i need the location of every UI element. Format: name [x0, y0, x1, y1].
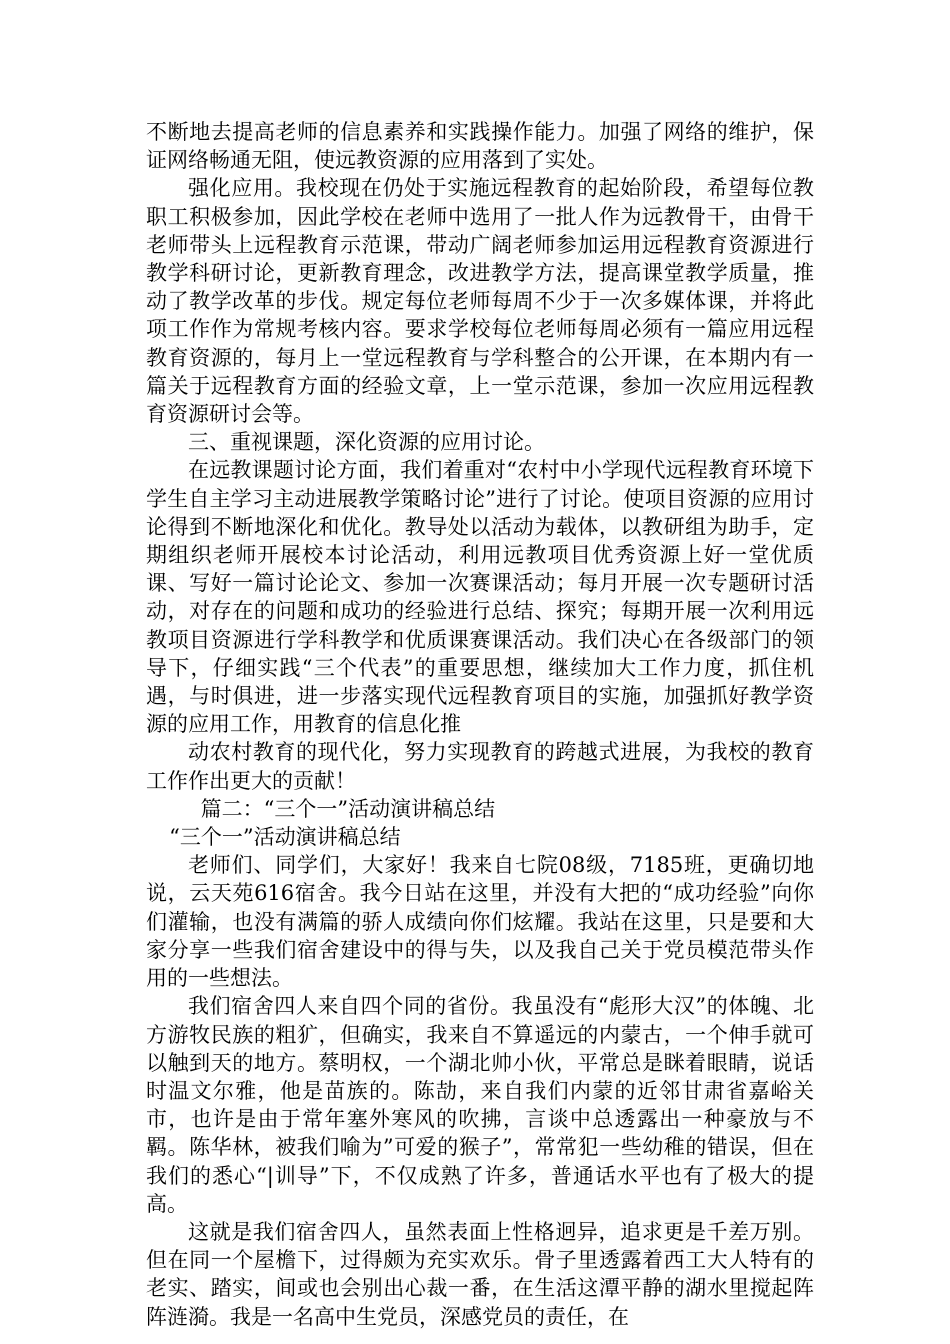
document-page — [146, 118, 814, 1331]
paragraph-research-topics: 在远教课题讨论方面，我们着重对“农村中小学现代远程教育环境下学生自主学习主动进展教学策略讨论”进行了讨论。使项目资源的应用讨论得到不断地深化和优化。教导处以活动为载体，以教研组为助手，定期组织老师开展校本讨论活动，利用远教项目优秀资源上好一堂优质课、写好一篇讨论论文、参加一次赛课活动；每月开展一次专题研讨活动，对存在的问题和成功的经验进行总结、探究；每期开展一次利用远教项目资源进行学科教学和优质课赛课活动。我们决心在各级部门的领导下，仔细实践“三个代表”的重要思想，继续加大工作力度，抓住机遇，与时俱进，进一步落实现代远程教育项目的实施，加强抓好教学资源的应用工作，用教育的信息化推 — [146, 458, 814, 737]
paragraph-strengthen-application: 强化应用。我校现在仍处于实施远程教育的起始阶段，希望每位教职工积极参加，因此学校在老师中选用了一批人作为远教骨干，由骨干老师带头上远程教育示范课，带动广阔老师参加运用远程教育资源进行教学科研讨论，更新教育理念，改进教学方法，提高课堂教学质量，推动了教学改革的步伐。规定每位老师每周不少于一次多媒体课，并将此项工作作为常规考核内容。要求学校每位老师每周必须有一篇应用远程教育资源的，每月上一堂远程教育与学科整合的公开课，在本期内有一篇关于远程教育方面的经验文章，上一堂示范课，参加一次应用远程教育资源研讨会等。 — [146, 176, 814, 427]
paragraph-roommates: 我们宿舍四人来自四个同的省份。我虽没有“彪形大汉”的体魄、北方游牧民族的粗犷，但确实，我来自不算遥远的内蒙古，一个伸手就可以触到天的地方。蔡明权，一个湖北帅小伙，平常总是眯着眼睛，说话时温文尔雅，他是苗族的。陈劼，来自我们内蒙的近邻甘肃省嘉峪关市，也许是由于常年塞外寒风的吹拂，言谈中总透露出一种豪放与不羁。陈华林，被我们喻为”可爱的猴子”，常常犯一些幼稚的错误，但在我们的悉心“|训导”下，不仅成熟了许多，普通话水平也有了极大的提高。 — [146, 994, 814, 1216]
section-heading-research-topics: 三、重视课题，深化资源的应用讨论。 — [188, 430, 545, 455]
paragraph-dorm-life: 这就是我们宿舍四人，虽然表面上性格迥异，追求更是千差万别。但在同一个屋檐下，过得颇为充实欢乐。骨子里透露着西工大人特有的老实、踏实，间或也会别出心裁一番，在生活这潭平静的湖水里搅起阵阵涟漪。我是一名高中生党员，深感党员的责任，在 — [146, 1219, 814, 1329]
article-subtitle: “三个一”活动演讲稿总结 — [169, 825, 401, 850]
paragraph-greeting: 老师们、同学们，大家好！我来自七院08级，7185班，更确切地说，云天苑616宿舍。我今日站在这里，并没有大把的“成功经验”向你们灌输，也没有满篇的骄人成绩向你们炫耀。我站在这里，只是要和大家分享一些我们宿舍建设中的得与失，以及我自己关于党员模范带头作用的一些想法。 — [146, 853, 814, 991]
article-title: 篇二：“三个一”活动演讲稿总结 — [200, 796, 496, 821]
paragraph-network-maintenance: 不断地去提高老师的信息素养和实践操作能力。加强了网络的维护，保证网络畅通无阻，使远教资源的应用落到了实处。 — [146, 120, 814, 173]
paragraph-rural-education: 动农村教育的现代化，努力实现教育的跨越式进展，为我校的教育工作作出更大的贡献！ — [146, 740, 814, 793]
